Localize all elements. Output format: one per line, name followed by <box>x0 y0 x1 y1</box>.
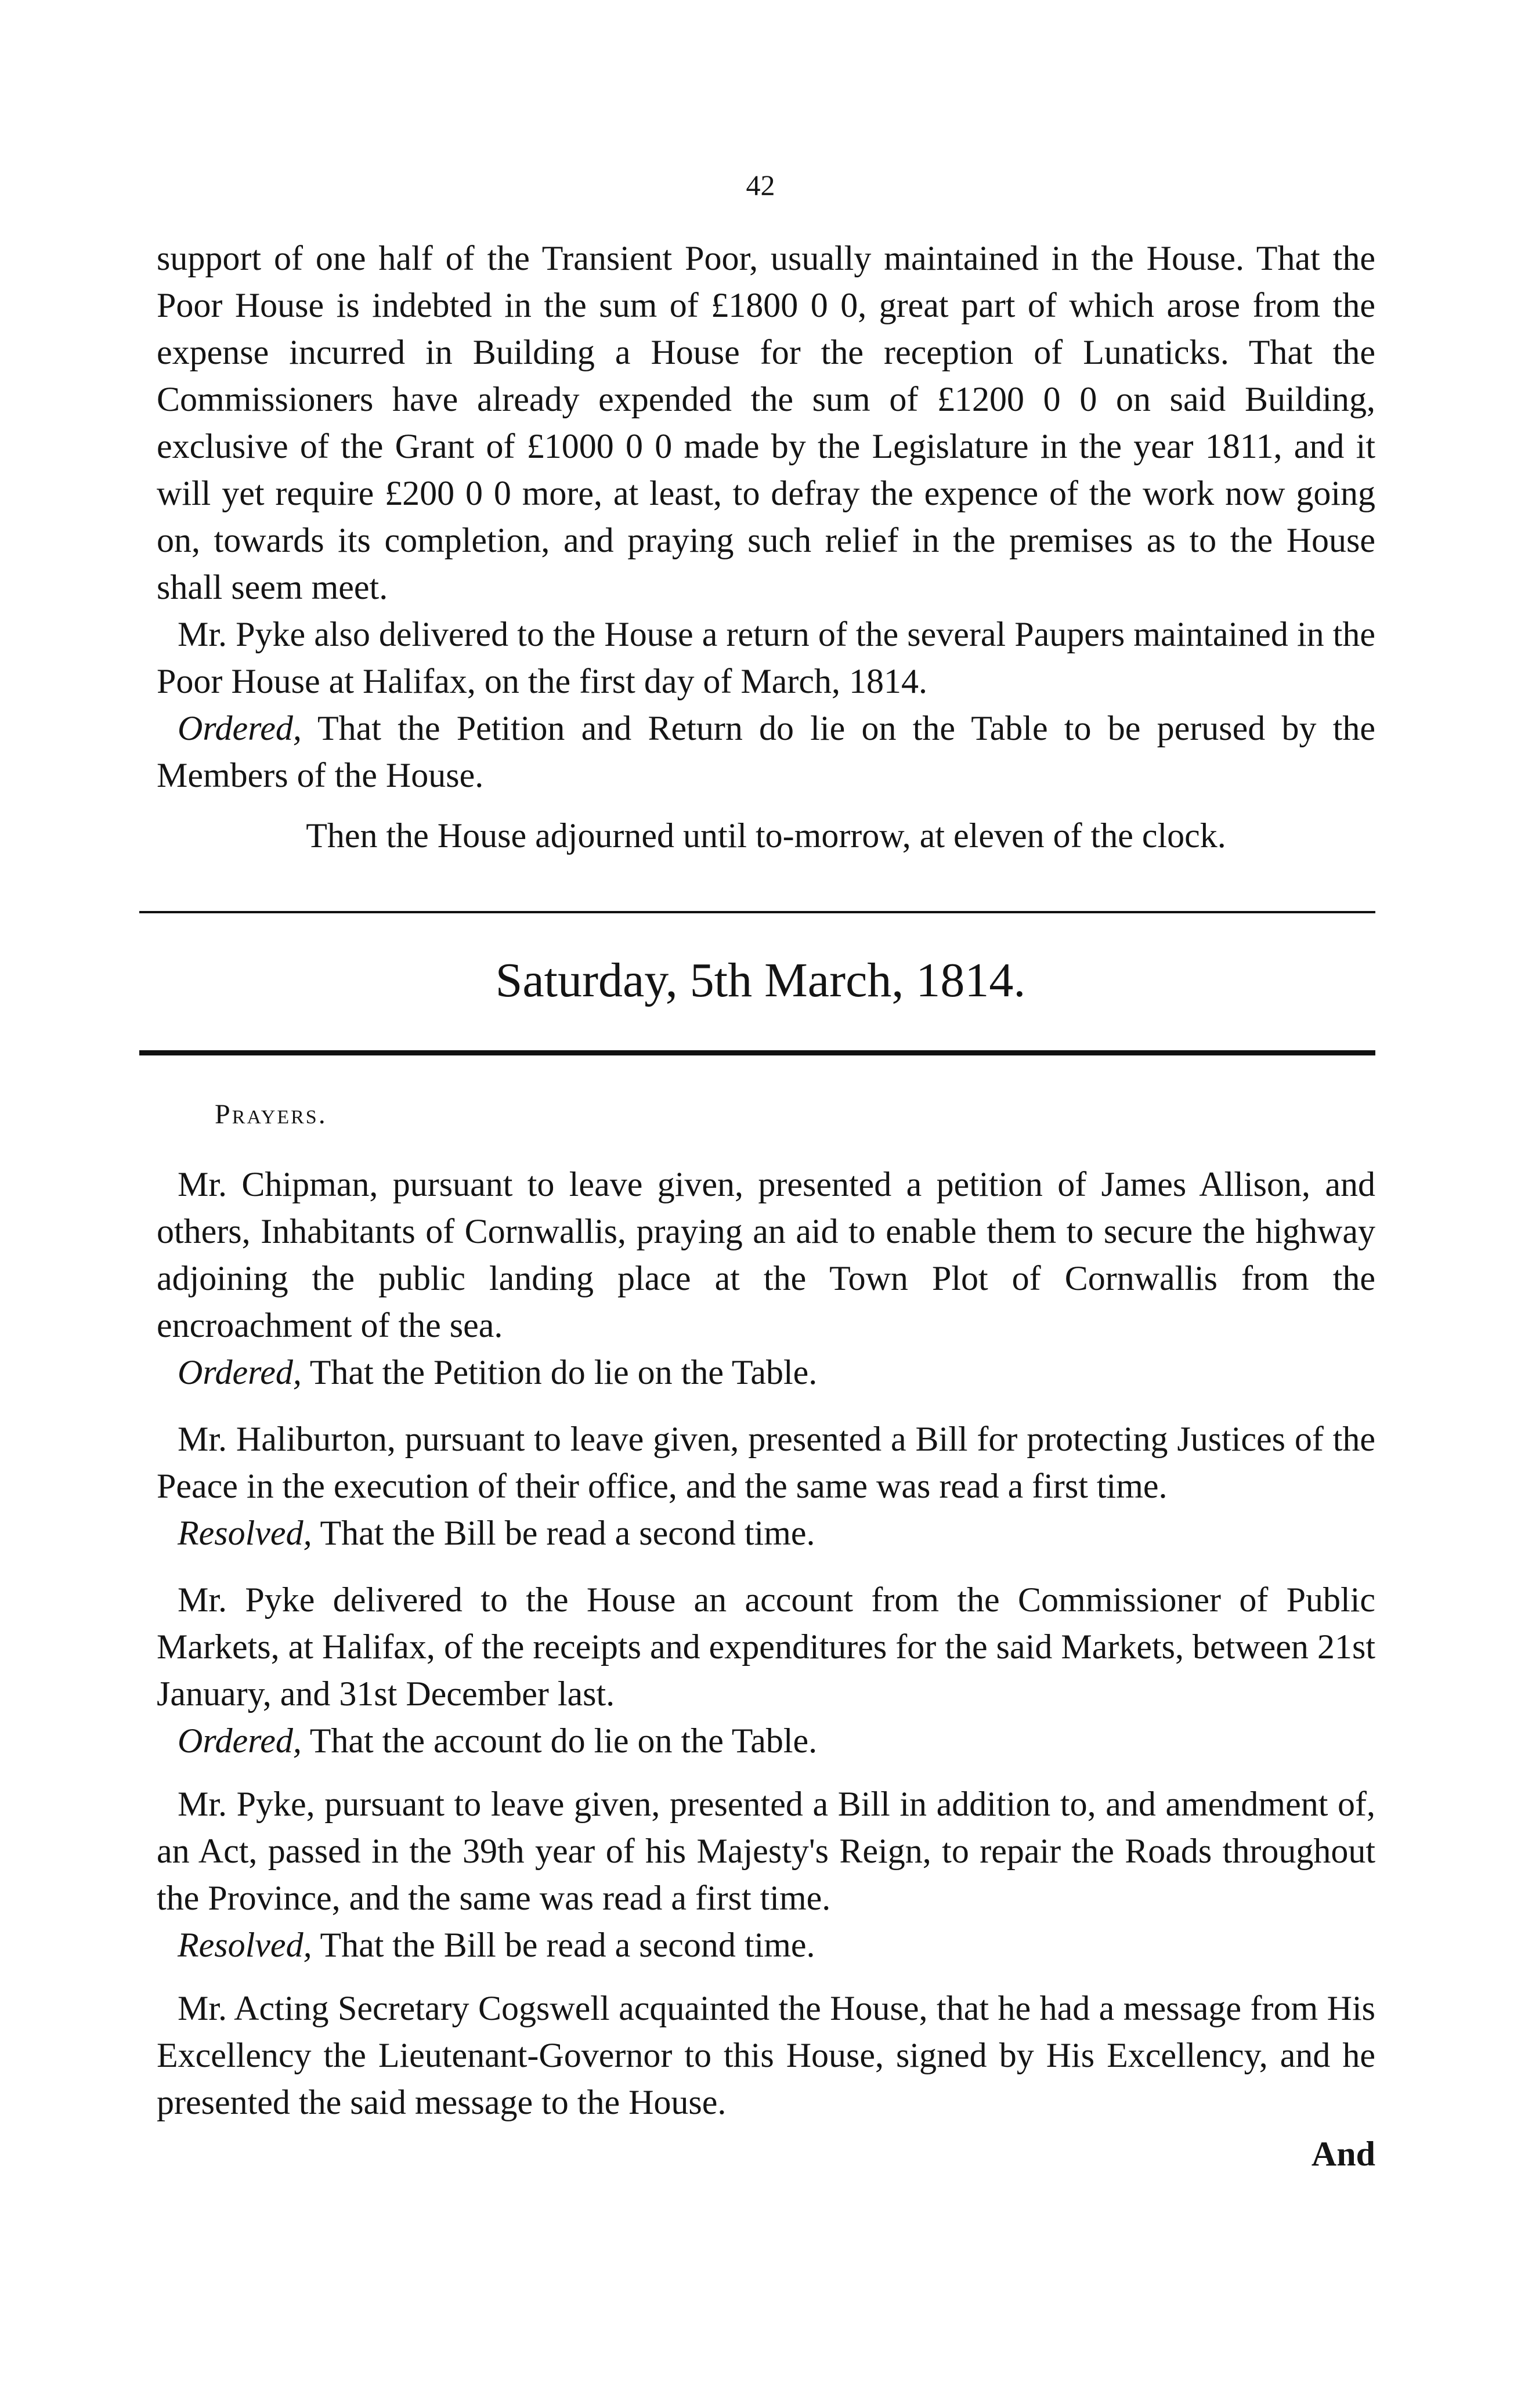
day-heading: Saturday, 5th March, 1814. <box>495 953 1026 1007</box>
resolved-text: That the Bill be read a second time. <box>312 1926 815 1964</box>
paragraph-chipman-petition: Mr. Chipman, pursuant to leave given, presented a petition of James Allison, and others, Inhabitants of Cornwallis, praying an aid to enable them to secure the highway adjoining the public landing place at the Town Plot of Cornwallis from the encroachment of the sea. <box>157 1165 1375 1344</box>
ordered-label: Ordered, <box>178 1353 302 1391</box>
ordered-label: Ordered, <box>178 709 302 747</box>
paragraph-ordered-petition <box>157 1349 1375 1396</box>
ordered-text: That the Petition do lie on the Table. <box>301 1353 818 1391</box>
section-continued <box>157 235 1375 799</box>
resolved-label: Resolved, <box>178 1514 312 1552</box>
ordered-text: That the account do lie on the Table. <box>301 1722 818 1760</box>
section-saturday <box>157 1091 1375 2178</box>
resolved-text: That the Bill be read a second time. <box>312 1514 815 1552</box>
paragraph-resolved-roads-bill <box>157 1922 1375 1969</box>
ordered-label: Ordered, <box>178 1722 302 1760</box>
divider-rule-bottom <box>139 1050 1375 1055</box>
paragraph-haliburton-bill: Mr. Haliburton, pursuant to leave given, presented a Bill for protecting Justices of the Peace in the execution of their office, and the same was read a first time. <box>157 1420 1375 1505</box>
prayers-heading: Prayers. <box>215 1099 327 1130</box>
paragraph-public-markets-account: Mr. Pyke delivered to the House an account from the Commissioner of Public Markets, at Halifax, of the receipts and expenditures for the said Markets, between 21st January, and 31st December last. <box>157 1581 1375 1713</box>
paragraph-transient-poor: support of one half of the Transient Poor, usually maintained in the House. That the Poor House is indebted in the sum of £1800 0 0, great part of which arose from the expense incurred in Building a House for the reception of Lunaticks. That the Commissioners have already expended the sum of £1200 0 0 on said Building, exclusive of the Grant of £1000 0 0 made by the Legislature in the year 1811, and it will yet require £200 0 0 more, at least, to defray the expence of the work now going on, towards its completion, and praying such relief in the premises as to the House shall seem meet. <box>157 239 1375 606</box>
page-number: 42 <box>746 169 775 201</box>
paragraph-resolved-second-reading <box>157 1510 1375 1557</box>
adjournment-line: Then the House adjourned until to-morrow, at eleven of the clock. <box>306 816 1226 855</box>
ordered-text: That the Petition and Return do lie on the Table to be perused by the Members of the House. <box>157 709 1375 794</box>
paragraph-ordered-account <box>157 1718 1375 1765</box>
resolved-label: Resolved, <box>178 1926 312 1964</box>
paragraph-cogswell-message: Mr. Acting Secretary Cogswell acquainted the House, that he had a message from His Excellency the Lieutenant-Governor to this House, signed by His Excellency, and he presented the said message to the House. <box>157 1989 1375 2121</box>
catchword: And <box>1311 2135 1375 2173</box>
divider-rule-top <box>139 911 1375 913</box>
paragraph-paupers-return: Mr. Pyke also delivered to the House a return of the several Paupers maintained in the Poor House at Halifax, on the first day of March, 1814. <box>157 615 1375 700</box>
paragraph-ordered-perused <box>157 705 1375 799</box>
paragraph-roads-bill: Mr. Pyke, pursuant to leave given, presented a Bill in addition to, and amendment of, an Act, passed in the 39th year of his Majesty's Reign, to repair the Roads throughout the Province, and the same was read a first time. <box>157 1785 1375 1917</box>
